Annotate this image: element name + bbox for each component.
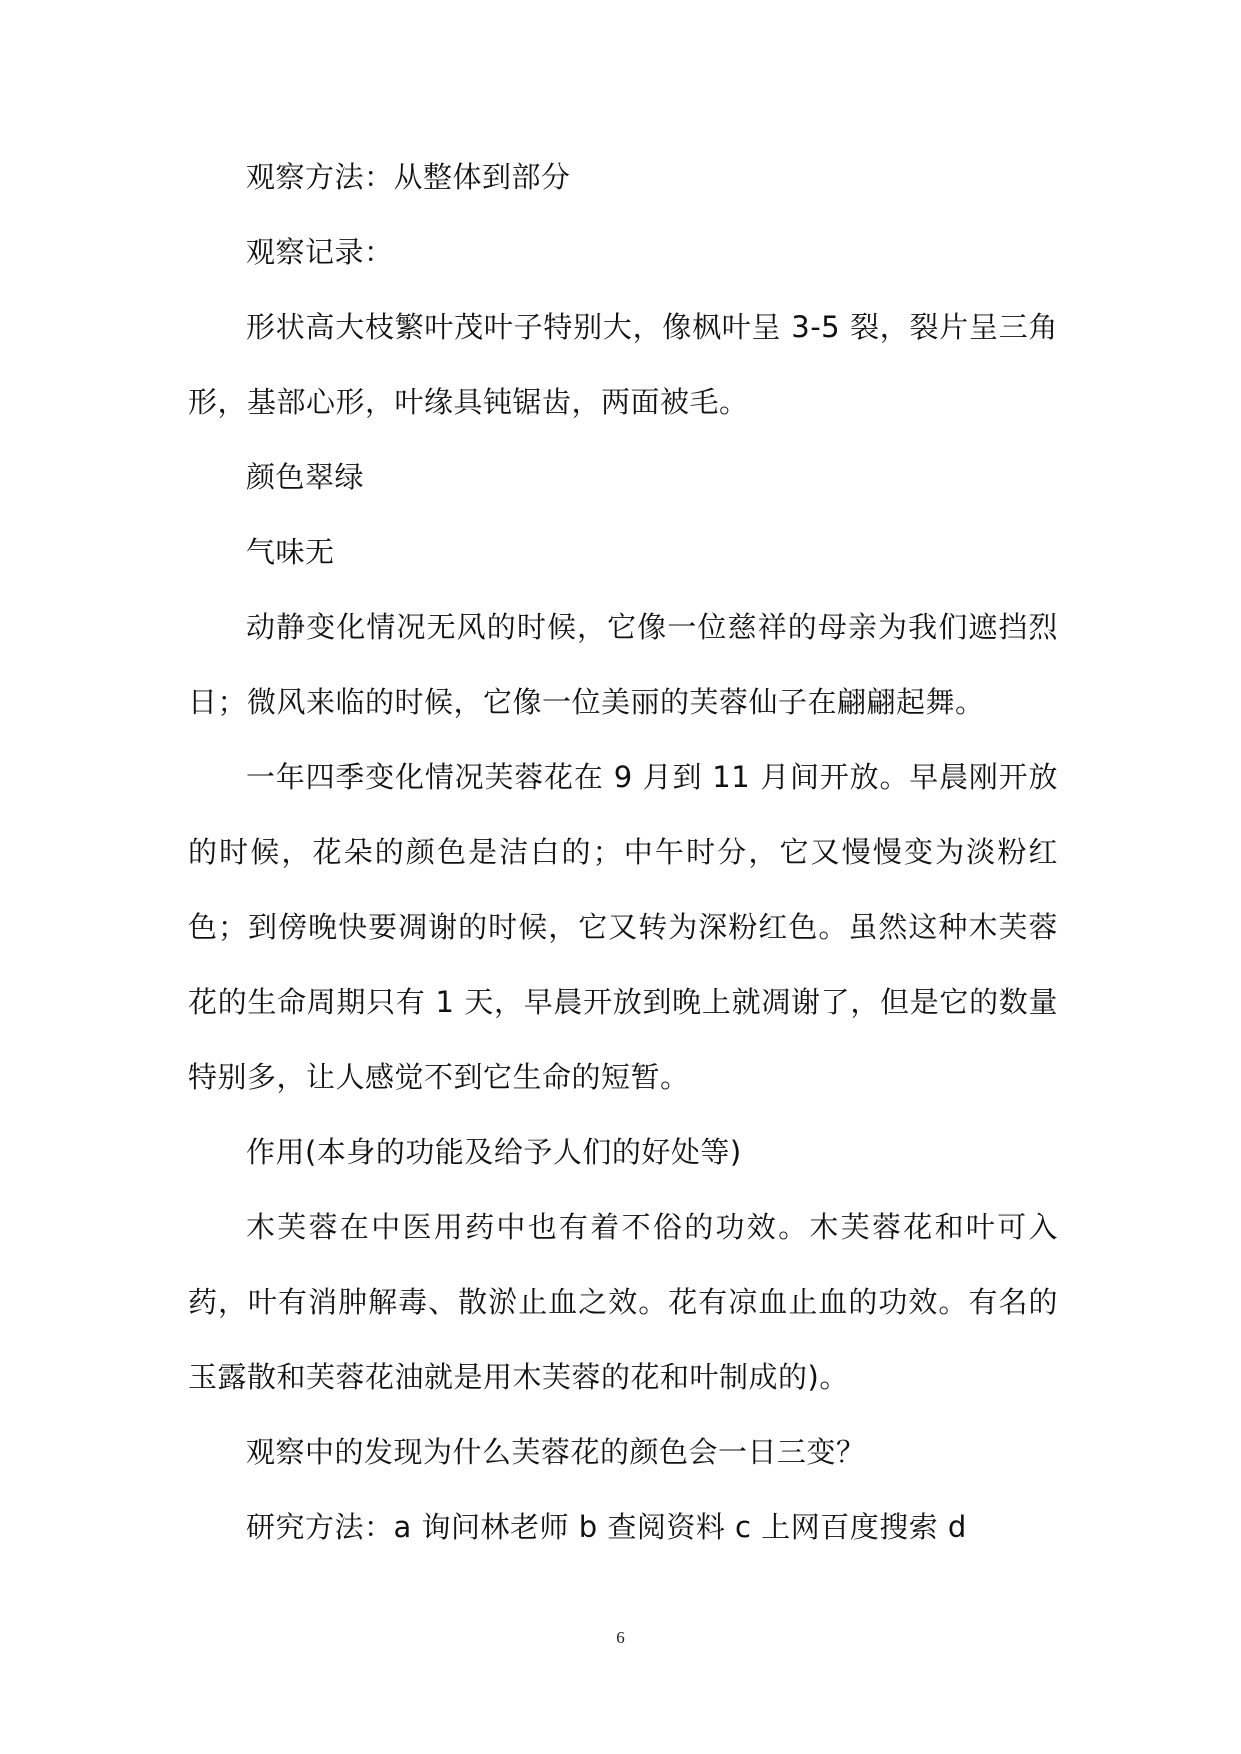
page-number: 6 (616, 1628, 625, 1647)
paragraph-observation-method: 观察方法：从整体到部分 (246, 160, 571, 194)
paragraph-color: 颜色翠绿 (246, 460, 365, 494)
paragraph-motion: 动静变化情况无风的时候，它像一位慈祥的母亲为我们遮挡烈日；微风来临的时候，它像一位美丽的芙蓉仙子在翩翩起舞。 (188, 610, 1058, 719)
paragraph-research-method: 研究方法：a 询问林老师 b 查阅资料 c 上网百度搜索 d (246, 1510, 967, 1544)
paragraph-smell: 气味无 (246, 535, 335, 569)
paragraph-function-heading: 作用(本身的功能及给予人们的好处等) (246, 1135, 742, 1169)
paragraph-observation-record: 观察记录： (246, 235, 394, 269)
paragraph-shape: 形状高大枝繁叶茂叶子特别大，像枫叶呈 3-5 裂，裂片呈三角形，基部心形，叶缘具钝锯齿，两面被毛。 (188, 310, 1058, 419)
body-text (188, 140, 1058, 1565)
paragraph-seasonal-change: 一年四季变化情况芙蓉花在 9 月到 11 月间开放。早晨刚开放的时候，花朵的颜色是洁白的；中午时分，它又慢慢变为淡粉红色；到傍晚快要凋谢的时候，它又转为深粉红色。虽然这种木芙蓉花的生命周期只有 1 天，早晨开放到晚上就凋谢了，但是它的数量特别多，让人感觉不到它生命的短暂。 (188, 760, 1058, 1094)
paragraph-discovery: 观察中的发现为什么芙蓉花的颜色会一日三变？ (246, 1435, 866, 1469)
paragraph-medicinal-use: 木芙蓉在中医用药中也有着不俗的功效。木芙蓉花和叶可入药，叶有消肿解毒、散淤止血之效。花有凉血止血的功效。有名的玉露散和芙蓉花油就是用木芙蓉的花和叶制成的)。 (188, 1210, 1058, 1394)
